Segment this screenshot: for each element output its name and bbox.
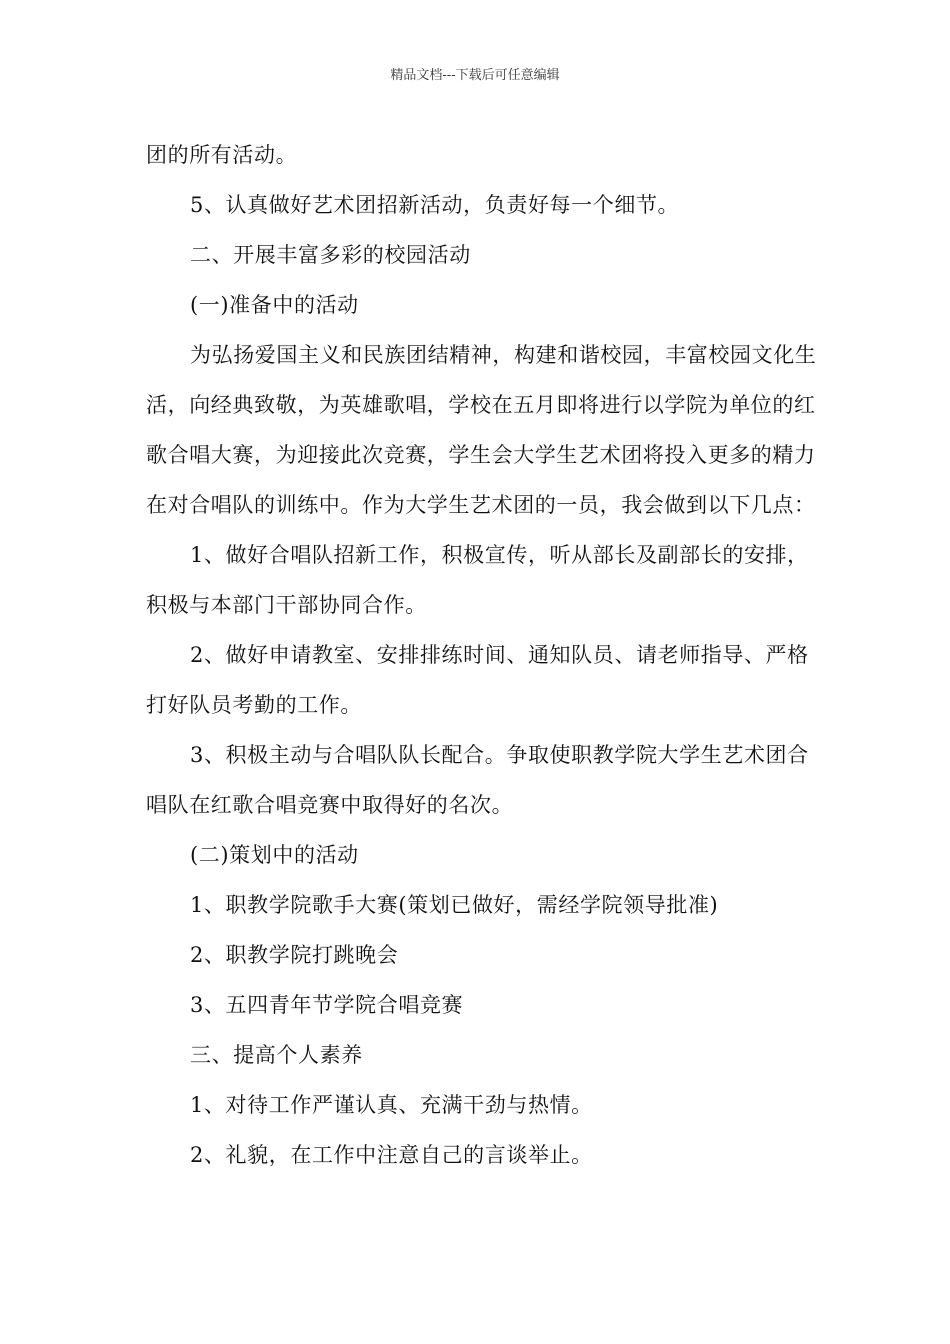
list-item: 1、对待工作严谨认真、充满干劲与热情。 xyxy=(190,1093,593,1117)
page-header: 精品文档---下载后可任意编辑 xyxy=(390,68,560,83)
subsection-heading: (二)策划中的活动 xyxy=(190,843,359,867)
document-body xyxy=(146,130,818,1180)
list-item: 1、职教学院歌手大赛(策划已做好，需经学院领导批准) xyxy=(190,893,719,917)
list-item: 2、礼貌，在工作中注意自己的言谈举止。 xyxy=(190,1143,593,1167)
subsection-heading: (一)准备中的活动 xyxy=(190,293,359,317)
paragraph: 5、认真做好艺术团招新活动，负责好每一个细节。 xyxy=(190,193,680,217)
list-item: 2、做好申请教室、安排排练时间、通知队员、请老师指导、严格打好队员考勤的工作。 xyxy=(146,643,809,717)
paragraph: 为弘扬爱国主义和民族团结精神，构建和谐校园，丰富校园文化生活，向经典致敬，为英雄歌唱，学校在五月即将进行以学院为单位的红歌合唱大赛，为迎接此次竞赛，学生会大学生艺术团将投入更多的精力在对合唱队的训练中。作为大学生艺术团的一员，我会做到以下几点： xyxy=(146,343,817,517)
list-item: 2、职教学院打跳晚会 xyxy=(190,943,399,967)
list-item: 3、积极主动与合唱队队长配合。争取使职教学院大学生艺术团合唱队在红歌合唱竞赛中取得好的名次。 xyxy=(146,743,809,817)
list-item: 1、做好合唱队招新工作，积极宣传，听从部长及副部长的安排，积极与本部门干部协同合作。 xyxy=(146,543,809,617)
section-heading: 三、提高个人素养 xyxy=(190,1043,363,1067)
section-heading: 二、开展丰富多彩的校园活动 xyxy=(190,243,471,267)
list-item: 3、五四青年节学院合唱竞赛 xyxy=(190,993,464,1017)
paragraph: 团的所有活动。 xyxy=(146,143,298,167)
